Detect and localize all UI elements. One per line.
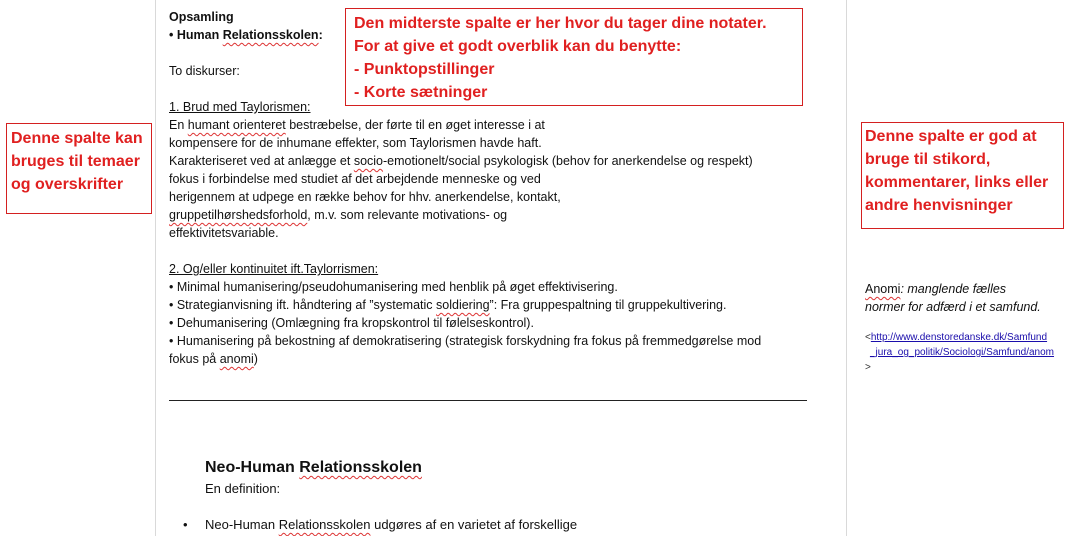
heading-opsamling: Opsamling [169,10,234,24]
neo-definition-label: En definition: [205,481,281,496]
text: Karakteriseret ved at anlægge et [169,154,354,168]
paragraph-line [169,116,761,134]
text: fokus på [169,352,220,366]
list-item: • Dehumanisering (Omlægning fra kropskontrol til følelseskontrol). [169,316,534,330]
misspelled-word[interactable]: Relationsskolen [278,517,371,532]
list-item: • Minimal humanisering/pseudohumanisering med henblik på øget effektivisering. [169,280,618,294]
callout-line: kommentarer, links eller [865,174,1049,191]
bullet-text: • Human [169,28,223,42]
callout-line: og overskrifter [11,176,124,193]
text: En [169,118,188,132]
link-bracket: < [865,332,871,343]
neo-list-item [183,516,577,534]
callout-line: Denne spalte kan [11,130,143,147]
link-line-2 [865,345,1072,360]
neo-human-title [205,458,422,478]
text: udgøres af en varietet af forskellige [370,517,578,532]
bullet-text: : [318,28,323,42]
paragraph-line [169,206,761,224]
reference-link[interactable]: http://www.denstoredanske.dk/Samfund [870,332,1048,343]
callout-line: - Punktopstillinger [354,61,495,78]
text: • Strategianvisning ift. håndtering af ”systematic [169,298,437,312]
misspelled-phrase[interactable]: humant orienteret [187,118,286,132]
link-close: > [865,362,871,373]
section-2-title: 2. Og/eller kontinuitet ift.Taylorrismen: [169,262,379,276]
reference-link-continued[interactable]: _jura_og_politik/Sociologi/Samfund/anom [870,347,1055,358]
list-item [169,296,761,314]
text: bestræbelse, der førte til en øget interesse i at [285,118,545,132]
misspelled-word[interactable]: gruppetilhørshedsforhold [169,208,308,222]
paragraph-line [169,152,761,170]
text: ”: Fra gruppespaltning til gruppekultivering. [489,298,727,312]
text: Neo-Human [205,459,300,476]
section-1-title: 1. Brud med Taylorismen: [169,100,311,114]
paragraph-line: effektivitetsvariable. [169,226,279,240]
left-column-callout [6,123,152,214]
misspelled-word[interactable]: socio [353,154,384,168]
column-divider-left [155,0,156,536]
bullet-symbol: • [183,517,188,532]
callout-line: - Korte sætninger [354,84,488,101]
reference-link-block [865,330,1072,375]
to-diskurser-line: To diskurser: [169,64,240,78]
list-item: • Humanisering på bekostning af demokratisering (strategisk forskydning fra fokus på fremmedgørelse mod [169,334,762,348]
callout-line: bruge til stikord, [865,151,991,168]
paragraph-line: kompensere for de inhumane effekter, som Taylorismen havde haft. [169,136,542,150]
anomi-line-2: normer for adfærd i et samfund. [865,300,1041,314]
text: -emotionelt/social psykologisk (behov for anerkendelse og respekt) [383,154,753,168]
text: ) [253,352,258,366]
middle-column-callout [345,8,803,106]
list-item-continuation [169,350,761,368]
text: , m.v. som relevante motivations- og [307,208,508,222]
horizontal-divider [169,400,807,401]
callout-line: Den midterste spalte er her hvor du tager dine notater. [354,15,767,32]
right-notes-anomi [865,280,1041,316]
right-column-callout [861,122,1064,229]
misspelled-word[interactable]: Relationsskolen [299,459,422,476]
text: Neo-Human [205,517,279,532]
paragraph-line: fokus i forbindelse med studiet af det arbejdende menneske og ved [169,172,541,186]
column-divider-right [846,0,847,536]
misspelled-word[interactable]: Relationsskolen [222,28,319,42]
misspelled-word[interactable]: anomi [219,352,254,366]
anomi-line-1 [865,280,1041,298]
callout-line: For at give et godt overblik kan du benytte: [354,38,682,55]
paragraph-line: herigennem at udpege en række behov for hhv. anerkendelse, kontakt, [169,190,561,204]
callout-line: andre henvisninger [865,197,1013,214]
misspelled-word[interactable]: soldiering [436,298,490,312]
callout-line: Denne spalte er god at [865,128,1037,145]
keyword-anomi[interactable]: Anomi [865,282,901,296]
link-line-1 [865,330,1072,345]
anomi-definition: : manglende fælles [900,282,1007,296]
callout-line: bruges til temaer [11,153,140,170]
